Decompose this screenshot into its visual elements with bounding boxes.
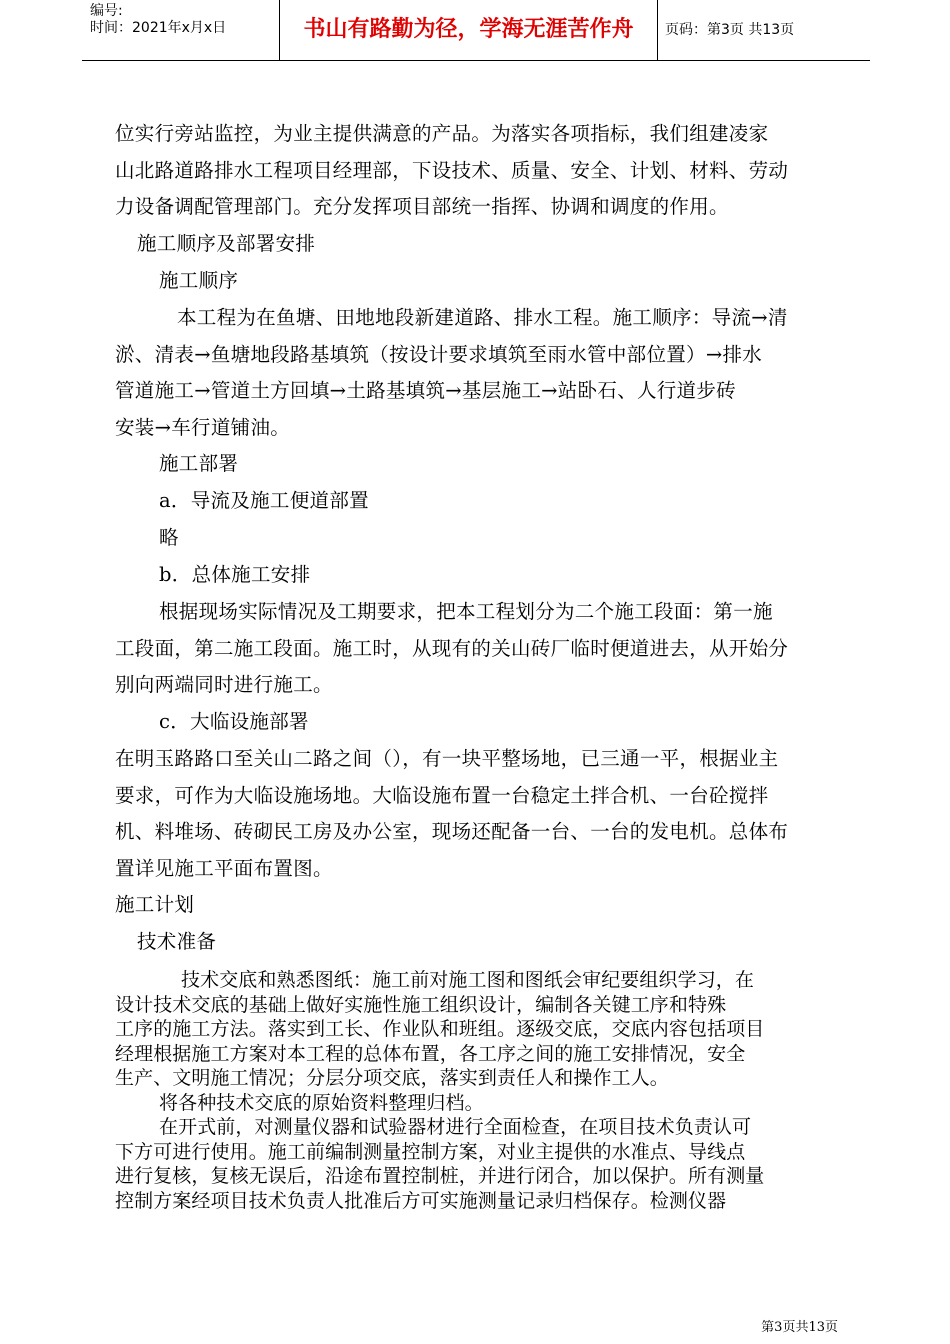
item-a-text [115,520,837,557]
text-line: 别向两端同时进行施工。 [115,673,333,696]
header-page-info: 页码：第3页 共13页 [665,22,795,38]
text-line: 技术交底和熟悉图纸：施工前对施工图和图纸会审纪要组织学习，在 [181,969,755,991]
heading-text: 施工部署 [159,452,239,475]
body-text: 略 [159,526,179,549]
text-line: 淤、清表→鱼塘地段路基填筑（按设计要求填筑至雨水管中部位置）→排水 [115,342,763,366]
text-line: 置详见施工平面布置图。 [115,856,333,880]
item-c-heading [115,704,837,741]
header-divider [657,0,658,60]
header-motto: 书山有路勤为径，学海无涯苦作舟 [303,17,634,42]
text-line: 工段面，第二施工段面。施工时，从现有的关山砖厂临时便道进去，从开始分 [115,636,789,660]
text-line: 山北路道路排水工程项目经理部，下设技术、质量、安全、计划、材料、劳动 [115,158,789,182]
heading-text: 技术准备 [137,930,217,953]
text-line: 经理根据施工方案对本工程的总体布置，各工序之间的施工安排情况，安全 [115,1042,746,1065]
text-line: 位实行旁站监控，为业主提供满意的产品。为落实各项指标，我们组建凌家 [115,122,769,145]
heading-text: c．大临设施部署 [159,710,309,733]
heading-deployment [115,446,837,483]
text-line: 在开式前，对测量仪器和试验器材进行全面检查，在项目技术负责认可 [159,1116,752,1138]
item-a-heading [115,483,837,520]
page-footer: 第3页共13页 [761,1320,838,1335]
text-line: 机、料堆场、砖砌民工房及办公室，现场还配备一台、一台的发电机。总体布 [115,820,789,843]
heading-order-arrangement: 施工顺序及部署安排 [137,232,316,255]
text-line: 安装→车行道铺油。 [115,415,291,439]
text-line: 在明玉路路口至关山二路之间（），有一块平整场地，已三通一平，根据业主 [115,747,779,770]
document-time-label: 时间：2021年x月x日 [90,20,227,36]
page-header [82,0,870,61]
paragraph-order [115,300,837,446]
text-line: 要求，可作为大临设施场地。大临设施布置一台稳定土拌合机、一台砼搅拌 [115,783,769,807]
text-line: 力设备调配管理部门。充分发挥项目部统一指挥、协调和调度的作用。 [115,195,729,218]
heading-text: a．导流及施工便道部置 [159,489,369,512]
heading-construction-order [115,263,837,300]
heading-text: b．总体施工安排 [159,563,311,586]
paragraph-tech-briefing [115,968,837,1091]
text-line: 设计技术交底的基础上做好实施性施工组织设计，编制各关键工序和特殊 [115,993,727,1016]
text-line: 下方可进行使用。施工前编制测量控制方案，对业主提供的水准点、导线点 [115,1140,746,1163]
heading-plan: 施工计划 [115,893,195,916]
text-line: 控制方案经项目技术负责人批准后方可实施测量记录归档保存。检测仪器 [115,1189,727,1212]
text-line: 工序的施工方法。落实到工长、作业队和班组。逐级交底，交底内容包括项目 [115,1018,765,1040]
body-text: 将各种技术交底的原始资料整理归档。 [159,1092,484,1114]
text-line: 管道施工→管道土方回填→土路基填筑→基层施工→站卧石、人行道步砖 [115,379,736,402]
header-meta [90,3,226,37]
paragraph-intro [115,116,837,226]
text-line: 根据现场实际情况及工期要求，把本工程划分为二个施工段面：第一施 [159,600,773,623]
paragraph-survey [115,1115,837,1213]
heading-tech-prep [115,924,837,961]
text-line: 本工程为在鱼塘、田地地段新建道路、排水工程。施工顺序：导流→清 [177,306,788,329]
document-number-label: 编号: [90,3,123,19]
paragraph-archive [115,1091,837,1116]
text-line: 生产、文明施工情况；分层分项交底，落实到责任人和操作工人。 [115,1067,669,1089]
item-b-heading [115,557,837,594]
paragraph-item-b [115,594,837,704]
paragraph-item-c [115,741,837,887]
text-line: 进行复核，复核无误后，沿途布置控制桩，并进行闭合，加以保护。所有测量 [115,1165,765,1187]
heading-text: 施工顺序 [159,269,239,292]
